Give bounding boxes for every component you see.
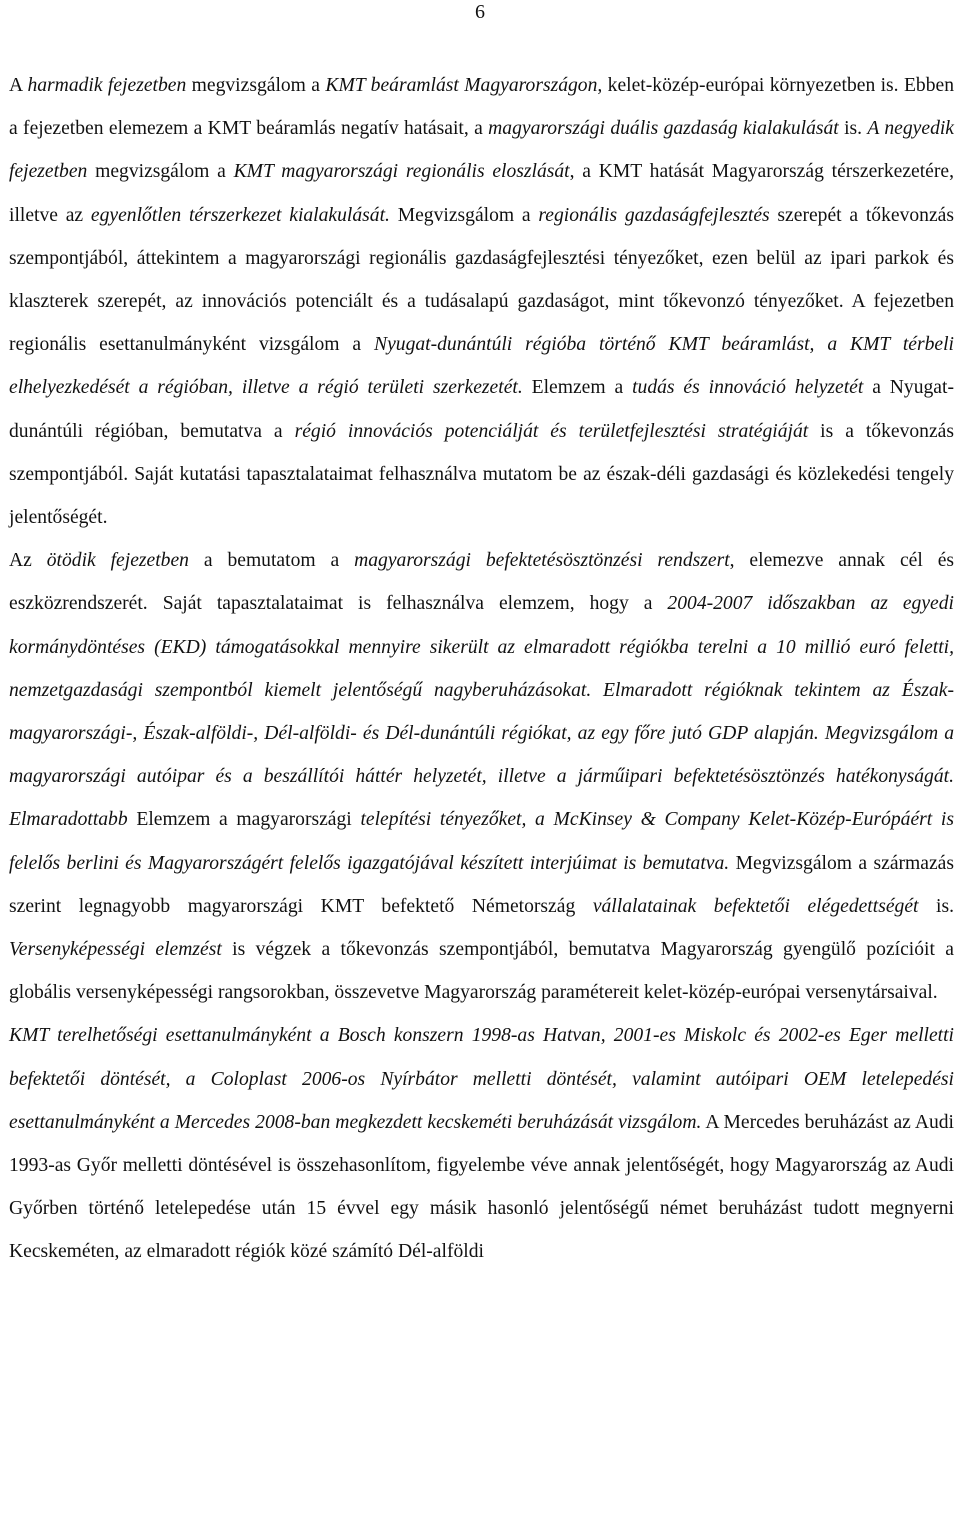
italic-text-segment: magyarországi befektetésösztönzési rendszert bbox=[354, 550, 730, 572]
text-segment: Elemzem a bbox=[522, 377, 633, 399]
italic-text-segment: egyenlőtlen térszerkezet kialakulását. bbox=[90, 204, 390, 226]
paragraph-chapter-3-4 bbox=[9, 64, 954, 539]
italic-text-segment: telepítési tényezőket, a McKinsey & Company Kelet-Közép-Európáért is felelős berlini és Magyarországért felelős igazgatójával készített interjúimat is bemutatva. bbox=[9, 809, 955, 874]
italic-text-segment: KMT beáramlást Magyarországon, bbox=[325, 75, 603, 96]
text-segment: is. bbox=[838, 118, 868, 140]
paragraph-case-studies bbox=[9, 1014, 954, 1273]
text-segment: , elemezve annak cél és eszközrendszerét. Saját tapasztalataimat is felhasználva elemzem, hogy a bbox=[9, 550, 955, 615]
page-number: 6 bbox=[475, 1, 485, 23]
text-segment: is végzek a tőkevonzás szempontjából, bemutatva Magyarország gyengülő pozícióit a globális versenyképességi rangsorokban, összevetve Magyarország paramétereit kelet-közép-európai versenytársaival. bbox=[9, 939, 954, 1004]
italic-text-segment: Nyugat-dunántúli régióba történő KMT beáramlást, a KMT térbeli elhelyezkedését a régióban, illetve a régió területi szerkezetét. bbox=[9, 334, 954, 399]
italic-text-segment: KMT terelhetőségi esettanulmányként a Bosch konszern 1998-as Hatvan, 2001-es Miskolc és 2002-es Eger melletti befektetői döntését, a Coloplast 2006-os Nyírbátor melletti döntését, valamint autóipari OEM letelepedési esettanulmányként a Mercedes 2008-ban megkezdett kecskeméti beruházását vizsgálom. bbox=[9, 1025, 954, 1133]
text-segment: a bemutatom a bbox=[188, 550, 355, 572]
italic-text-segment: ötödik fejezetben bbox=[46, 550, 189, 572]
italic-text-segment: régió innovációs potenciálját és területfejlesztési stratégiáját bbox=[294, 420, 809, 442]
text-segment: , a KMT hatását Magyarország térszerkezetére, illetve az bbox=[9, 161, 954, 226]
text-segment: kelet-közép-európai környezetben is. Ebben a fejezetben elemezem a KMT beáramlás negatív hatásait, a bbox=[9, 75, 955, 140]
italic-text-segment: A negyedik fejezetben bbox=[9, 118, 955, 183]
italic-text-segment: harmadik fejezetben bbox=[27, 75, 187, 96]
text-segment: Megvizsgálom a származás szerint legnagyobb magyarországi KMT befektető Németország bbox=[9, 852, 955, 917]
text-segment: is. bbox=[918, 895, 954, 917]
paragraph-chapter-5 bbox=[9, 539, 954, 1014]
italic-text-segment: Versenyképességi elemzést bbox=[9, 939, 222, 961]
text-segment: A bbox=[9, 75, 28, 96]
text-segment: a Nyugat-dunántúli régióban, bemutatva a bbox=[9, 377, 954, 442]
italic-text-segment: tudás és innováció helyzetét bbox=[632, 377, 864, 399]
italic-text-segment: vállalatainak befektetői elégedettségét bbox=[592, 895, 919, 917]
text-segment: A Mercedes beruházást az Audi 1993-as Győr melletti döntésével is összehasonlítom, figyelembe véve annak jelentőségét, hogy Magyarország az Audi Győrben történő letelepedése után 15 évvel egy másik hasonló jelentőségű német beruházást tudott megnyerni Kecskeméten, az elmaradott régiók közé számító Dél-alföldi bbox=[9, 1111, 955, 1263]
text-segment: szerepét a tőkevonzás szempontjából, áttekintem a magyarországi regionális gazdaságfejlesztési tényezőket, ezen belül az ipari parkok és klaszterek szerepét, az innovációs potenciált és a tudásalapú gazdaságot, mint tőkevonzó tényezőket. A fejezetben regionális esettanulmányként vizsgálom a bbox=[9, 204, 954, 356]
text-segment: megvizsgálom a bbox=[87, 161, 234, 183]
text-segment: megvizsgálom a bbox=[186, 75, 326, 96]
document-body bbox=[9, 64, 954, 1274]
text-segment: is a tőkevonzás szempontjából. Saját kutatási tapasztalataimat felhasználva mutatom be az észak-déli gazdasági és közlekedési tengely jelentőségét. bbox=[9, 420, 954, 529]
italic-text-segment: magyarországi duális gazdaság kialakulását bbox=[488, 118, 839, 140]
italic-text-segment: 2004-2007 időszakban az egyedi kormánydöntéses (EKD) támogatásokkal mennyire sikerült az elmaradott régiókba terelni a 10 millió euró feletti, nemzetgazdasági szempontból kiemelt jelentőségű nagyberuházásokat. Elmaradott régióknak tekintem az Észak-magyarországi-, Észak-alföldi-, Dél-alföldi- és Dél-dunántúli régiókat, az egy főre jutó GDP alapján. Megvizsgálom a magyarországi autóipar és a beszállítói háttér helyzetét, illetve a járműipari befektetésösztönzés hatékonyságát. Elmaradottabb bbox=[9, 593, 954, 831]
italic-text-segment: regionális gazdaságfejlesztés bbox=[538, 204, 770, 226]
italic-text-segment: KMT magyarországi regionális eloszlását bbox=[233, 161, 570, 183]
text-segment: Az bbox=[9, 550, 47, 572]
text-segment: Megvizsgálom a bbox=[389, 204, 539, 226]
text-segment: Elemzem a magyarországi bbox=[127, 809, 361, 831]
